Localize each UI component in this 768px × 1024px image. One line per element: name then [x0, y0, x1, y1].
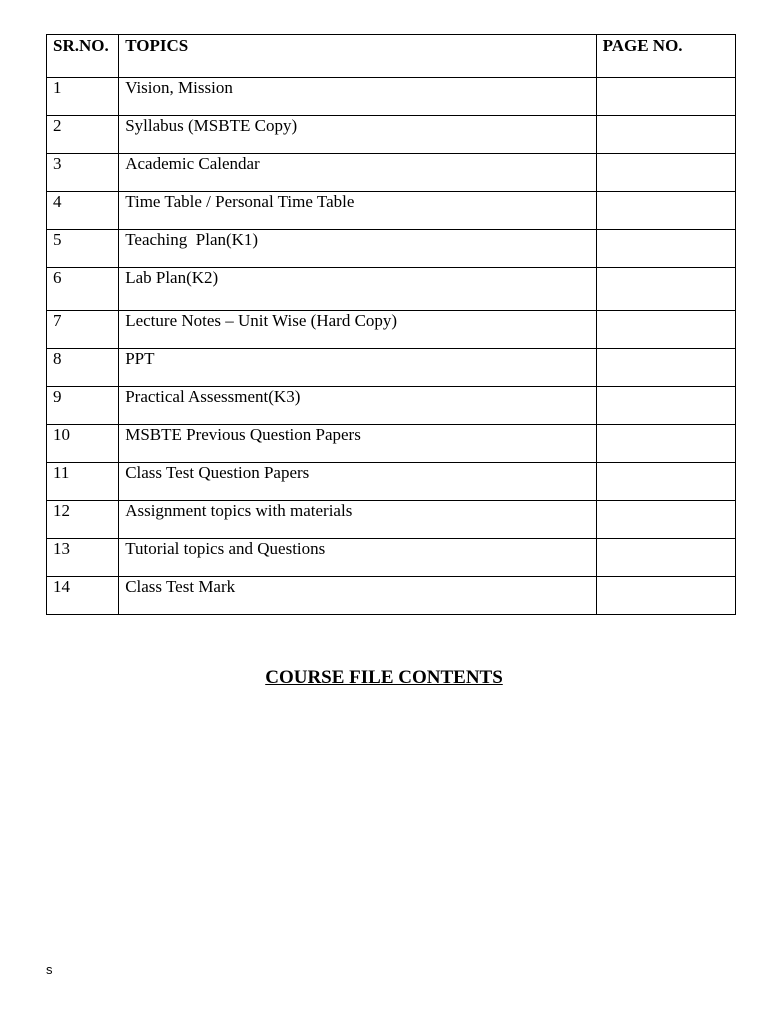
table-row — [47, 425, 736, 463]
row-topic: Tutorial topics and Questions — [119, 539, 596, 577]
table-row — [47, 78, 736, 116]
row-sr-no: 2 — [47, 116, 119, 154]
header-topics: TOPICS — [119, 35, 596, 78]
row-topic: Lab Plan(K2) — [119, 268, 596, 311]
row-sr-no: 6 — [47, 268, 119, 311]
table-row — [47, 539, 736, 577]
row-topic: Class Test Question Papers — [119, 463, 596, 501]
table-row — [47, 349, 736, 387]
row-topic: PPT — [119, 349, 596, 387]
row-sr-no: 3 — [47, 154, 119, 192]
row-topic: Teaching Plan(K1) — [119, 230, 596, 268]
table-row — [47, 154, 736, 192]
row-sr-no: 12 — [47, 501, 119, 539]
row-sr-no: 7 — [47, 311, 119, 349]
row-page-no — [596, 154, 735, 192]
table-row — [47, 192, 736, 230]
row-sr-no: 1 — [47, 78, 119, 116]
row-topic: Vision, Mission — [119, 78, 596, 116]
row-sr-no: 5 — [47, 230, 119, 268]
row-page-no — [596, 501, 735, 539]
row-page-no — [596, 387, 735, 425]
table-row — [47, 116, 736, 154]
row-topic: Syllabus (MSBTE Copy) — [119, 116, 596, 154]
row-page-no — [596, 349, 735, 387]
row-sr-no: 10 — [47, 425, 119, 463]
row-topic: Class Test Mark — [119, 577, 596, 615]
row-page-no — [596, 78, 735, 116]
row-topic: Time Table / Personal Time Table — [119, 192, 596, 230]
row-sr-no: 9 — [47, 387, 119, 425]
row-topic: Practical Assessment(K3) — [119, 387, 596, 425]
table-row — [47, 387, 736, 425]
header-sr-no: SR.NO. — [47, 35, 119, 78]
row-page-no — [596, 268, 735, 311]
footer-mark: s — [46, 962, 53, 977]
table-header-row — [47, 35, 736, 78]
course-contents-table — [46, 34, 736, 615]
row-sr-no: 14 — [47, 577, 119, 615]
row-page-no — [596, 311, 735, 349]
table-row — [47, 268, 736, 311]
row-page-no — [596, 539, 735, 577]
row-sr-no: 4 — [47, 192, 119, 230]
row-sr-no: 11 — [47, 463, 119, 501]
row-page-no — [596, 116, 735, 154]
row-topic: Lecture Notes – Unit Wise (Hard Copy) — [119, 311, 596, 349]
row-sr-no: 13 — [47, 539, 119, 577]
row-page-no — [596, 463, 735, 501]
row-page-no — [596, 230, 735, 268]
table-row — [47, 577, 736, 615]
document-title: COURSE FILE CONTENTS — [265, 667, 503, 688]
row-sr-no: 8 — [47, 349, 119, 387]
row-topic: Academic Calendar — [119, 154, 596, 192]
row-topic: MSBTE Previous Question Papers — [119, 425, 596, 463]
row-topic: Assignment topics with materials — [119, 501, 596, 539]
table-row — [47, 311, 736, 349]
row-page-no — [596, 425, 735, 463]
row-page-no — [596, 192, 735, 230]
row-page-no — [596, 577, 735, 615]
header-page-no: PAGE NO. — [596, 35, 735, 78]
table-row — [47, 463, 736, 501]
table-row — [47, 501, 736, 539]
table-row — [47, 230, 736, 268]
